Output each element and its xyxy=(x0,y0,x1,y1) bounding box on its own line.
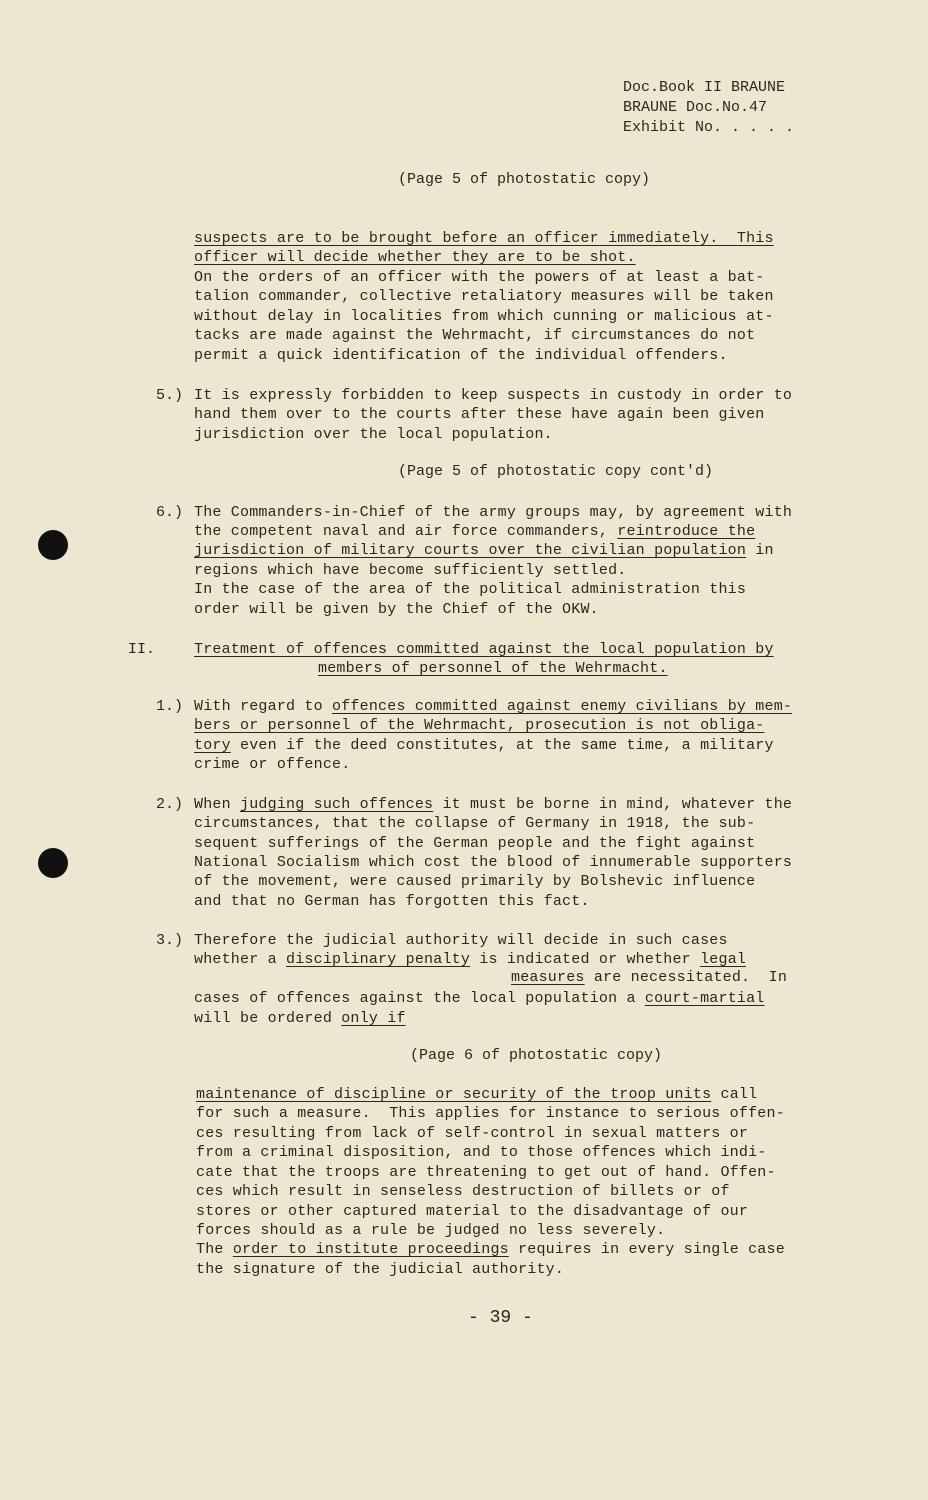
item-number: 2.) xyxy=(156,796,184,813)
text-line: The Commanders-in-Chief of the army groups may, by agreement with xyxy=(194,504,793,521)
item-number: 5.) xyxy=(156,387,184,404)
text-line: regions which have become sufficiently settled. xyxy=(194,562,627,579)
text-line: order will be given by the Chief of the OKW. xyxy=(194,601,599,618)
text-line: permit a quick identification of the individual offenders. xyxy=(194,347,728,364)
page-note-p6: (Page 6 of photostatic copy) xyxy=(410,1047,663,1064)
text-line: forces should as a rule be judged no less severely. xyxy=(196,1222,666,1239)
text-line: hand them over to the courts after these have again been given xyxy=(194,406,765,423)
item-number: 6.) xyxy=(156,504,184,521)
text-line: jurisdiction of military courts over the civilian population in xyxy=(194,542,774,559)
text-line: cases of offences against the local population a court-martial xyxy=(194,990,765,1007)
heading-line: members of personnel of the Wehrmacht. xyxy=(318,660,668,677)
section-number: II. xyxy=(128,641,156,658)
text-line: On the orders of an officer with the powers of at least a bat- xyxy=(194,269,765,286)
text-line: whether a disciplinary penalty is indicated or whether legal xyxy=(194,951,747,968)
doc-book-line: Doc.Book II BRAUNE xyxy=(623,79,786,96)
page-note-p5: (Page 5 of photostatic copy) xyxy=(398,171,651,188)
text-line: and that no German has forgotten this fact. xyxy=(194,893,590,910)
page-number: - 39 - xyxy=(468,1308,533,1328)
item-number: 1.) xyxy=(156,698,184,715)
text-line: without delay in localities from which cunning or malicious at- xyxy=(194,308,774,325)
text-line: for such a measure. This applies for instance to serious offen- xyxy=(196,1105,785,1122)
text-line: tacks are made against the Wehrmacht, if circumstances do not xyxy=(194,327,756,344)
text-line: will be ordered only if xyxy=(194,1010,406,1027)
text-line: suspects are to be brought before an officer immediately. This xyxy=(194,230,774,247)
page-note-p5-contd: (Page 5 of photostatic copy cont'd) xyxy=(398,463,714,480)
text-line: from a criminal disposition, and to those offences which indi- xyxy=(196,1144,767,1161)
exhibit-number-line: Exhibit No. . . . . xyxy=(623,119,795,136)
text-line: It is expressly forbidden to keep suspects in custody in order to xyxy=(194,387,793,404)
text-line: ces which result in senseless destruction of billets or of xyxy=(196,1183,730,1200)
text-line: In the case of the area of the political administration this xyxy=(194,581,747,598)
text-line: When judging such offences it must be borne in mind, whatever the xyxy=(194,796,793,813)
heading-line: Treatment of offences committed against the local population by xyxy=(194,641,774,658)
text-line: stores or other captured material to the disadvantage of our xyxy=(196,1203,749,1220)
item-number: 3.) xyxy=(156,932,184,949)
punch-hole-bottom xyxy=(38,848,68,878)
text-line: measures are necessitated. In xyxy=(511,969,788,986)
text-line: circumstances, that the collapse of Germany in 1918, the sub- xyxy=(194,815,756,832)
doc-number-line: BRAUNE Doc.No.47 xyxy=(623,99,768,116)
text-line: ces resulting from lack of self-control in sexual matters or xyxy=(196,1125,749,1142)
text-line: sequent sufferings of the German people and the fight against xyxy=(194,835,756,852)
text-line: cate that the troops are threatening to get out of hand. Offen- xyxy=(196,1164,776,1181)
text-line: With regard to offences committed against enemy civilians by mem- xyxy=(194,698,793,715)
punch-hole-top xyxy=(38,530,68,560)
text-line: The order to institute proceedings requires in every single case xyxy=(196,1241,785,1258)
text-line: crime or offence. xyxy=(194,756,351,773)
text-line: the competent naval and air force commanders, reintroduce the xyxy=(194,523,756,540)
text-line: officer will decide whether they are to be shot. xyxy=(194,249,636,266)
text-line: jurisdiction over the local population. xyxy=(194,426,553,443)
text-line: Therefore the judicial authority will decide in such cases xyxy=(194,932,728,949)
text-line: the signature of the judicial authority. xyxy=(196,1261,565,1278)
text-line: maintenance of discipline or security of the troop units call xyxy=(196,1086,758,1103)
text-line: National Socialism which cost the blood of innumerable supporters xyxy=(194,854,793,871)
text-line: of the movement, were caused primarily by Bolshevic influence xyxy=(194,873,756,890)
text-line: talion commander, collective retaliatory measures will be taken xyxy=(194,288,774,305)
text-line: tory even if the deed constitutes, at the same time, a military xyxy=(194,737,774,754)
text-line: bers or personnel of the Wehrmacht, prosecution is not obliga- xyxy=(194,717,765,734)
